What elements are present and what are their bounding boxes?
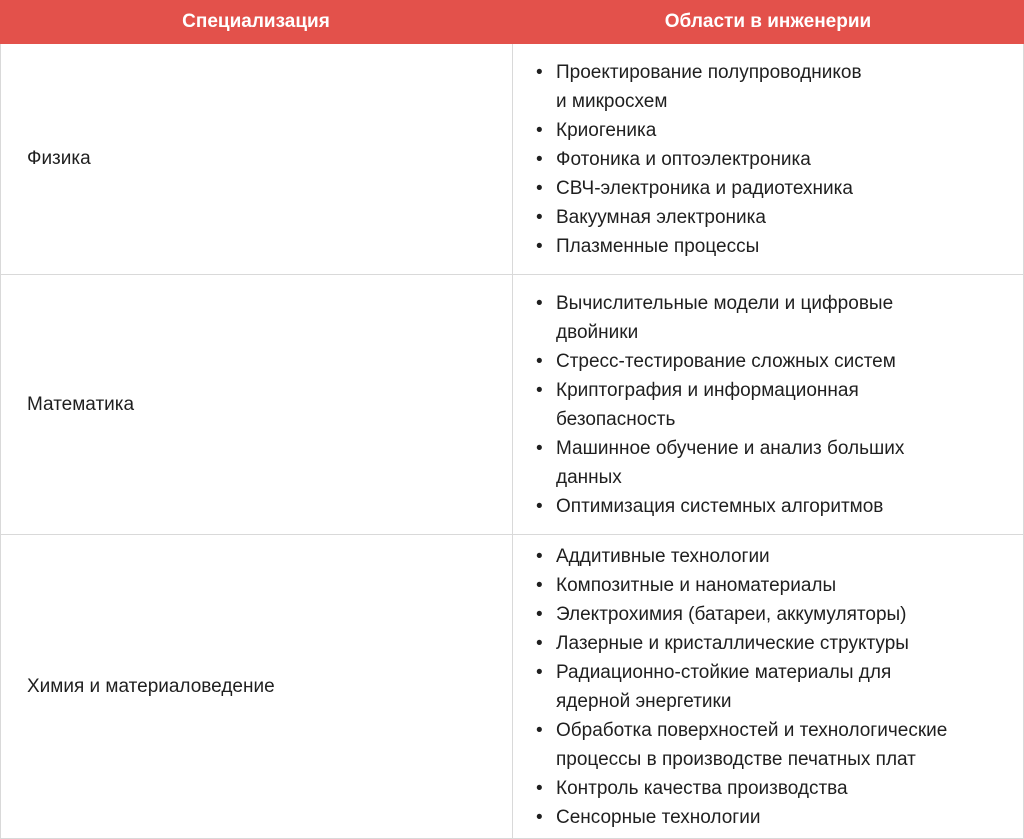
list-item [536,174,862,203]
areas-list [536,542,947,832]
list-item [536,658,947,716]
list-item [536,571,947,600]
specialization-cell: Физика [27,148,91,169]
list-item-text: Проектирование полупроводников и микросхем [556,61,862,112]
column-divider [512,44,513,838]
list-item-text: Композитные и наноматериалы [556,574,837,596]
list-item [536,803,947,832]
header-engineering-areas: Области в инженерии [664,11,872,32]
header-specialization: Специализация [182,11,330,32]
list-item [536,774,947,803]
list-item [536,58,862,116]
list-item-text: Криптография и информационная безопасность [556,379,859,430]
list-item-text: Контроль качества производства [556,777,848,799]
list-item-text: Сенсорные технологии [556,806,761,828]
list-item-text: Электрохимия (батареи, аккумуляторы) [556,603,907,625]
list-item [536,600,947,629]
list-item [536,716,947,774]
list-item-text: СВЧ-электроника и радиотехника [556,177,853,199]
list-item [536,116,862,145]
specialization-cell: Математика [27,393,135,415]
list-item-text: Фотоника и оптоэлектроника [556,148,811,170]
list-item [536,289,904,347]
list-item [536,347,904,376]
list-item [536,492,904,521]
list-item-text: Плазменные процессы [556,235,760,257]
list-item [536,232,862,261]
list-item-text: Лазерные и кристаллические структуры [556,632,909,654]
areas-list [536,289,904,521]
list-item-text: Машинное обучение и анализ больших данных [556,437,905,488]
list-item-text: Стресс-тестирование сложных систем [556,350,896,372]
list-item-text: Криогеника [556,119,657,141]
areas-cell [536,535,1017,838]
areas-cell [536,44,1017,274]
list-item [536,542,947,571]
areas-cell [536,275,1017,534]
list-item-text: Радиационно-стойкие материалы для ядерной энергетики [556,661,892,712]
list-item-text: Обработка поверхностей и технологические процессы в производстве печатных плат [556,719,948,770]
list-item [536,629,947,658]
specialization-cell: Химия и материаловедение [27,675,275,697]
list-item-text: Аддитивные технологии [556,545,770,567]
table-header [0,0,1024,44]
list-item [536,376,904,434]
list-item-text: Вычислительные модели и цифровые двойники [556,292,894,343]
list-item-text: Оптимизация системных алгоритмов [556,495,884,517]
list-item-text: Вакуумная электроника [556,206,766,228]
list-item [536,203,862,232]
list-item [536,145,862,174]
list-item [536,434,904,492]
areas-list [536,58,862,261]
